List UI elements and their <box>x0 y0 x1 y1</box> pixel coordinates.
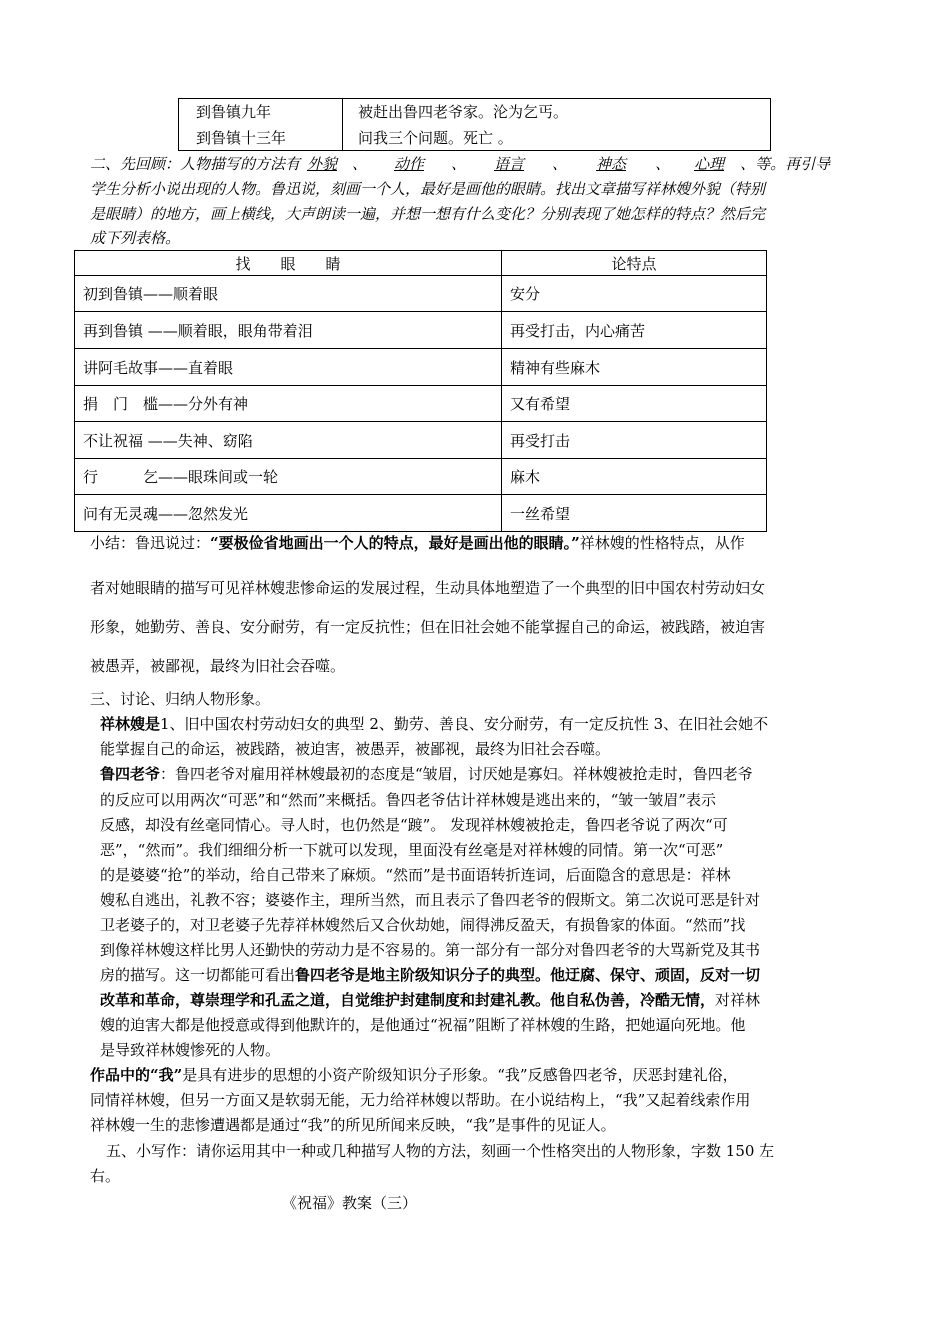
top-table <box>178 98 771 151</box>
table-header-row <box>75 251 767 276</box>
trait-cell: 又有希望 <box>502 386 767 422</box>
table-row <box>75 386 767 422</box>
table-row <box>179 125 771 151</box>
lu-line6: 嫂私自逃出，礼教不容；婆婆作主，理所当然，而且表示了鲁四老爷的假斯文。第二次说可恶是针对 <box>100 891 761 909</box>
section2-line4: 成下列表格。 <box>90 229 181 247</box>
summary-after-quote: 祥林嫂的性格特点，从作 <box>579 534 745 552</box>
separator: 、 <box>552 155 568 173</box>
lu-text: 对祥林 <box>715 991 761 1009</box>
section2-line1 <box>90 154 830 175</box>
table-row <box>75 312 767 349</box>
eye-cell: 不让祝福 ——失神、窈陷 <box>75 422 502 459</box>
table-row <box>75 276 767 312</box>
table-row <box>179 99 771 125</box>
period-cell: 到鲁镇九年 <box>179 99 343 125</box>
blank-4: 神态 <box>596 155 627 173</box>
table-row <box>75 422 767 459</box>
lu-line2: 的反应可以用两次“可恶”和“然而”来概括。鲁四老爷估计祥林嫂是逃出来的，“皱一皱眉”表示 <box>100 791 717 809</box>
lu-line1 <box>100 764 753 785</box>
blank-1: 外貌 <box>307 155 338 173</box>
xianglin-line1 <box>100 714 768 735</box>
me-line2: 同情祥林嫂，但另一方面又是软弱无能，无力给祥林嫂以帮助。在小说结构上，“我”又起着线索作用 <box>90 1091 751 1109</box>
blank-3: 语言 <box>494 155 525 173</box>
eye-cell: 初到鲁镇——顺着眼 <box>75 276 502 312</box>
eye-cell: 讲阿毛故事——直着眼 <box>75 349 502 386</box>
lu-line9 <box>100 965 760 986</box>
lu-bold-2: 改革和革命，尊崇理学和孔孟之道，自觉维护封建制度和封建礼教。他自私伪善，冷酷无情， <box>100 991 716 1009</box>
lu-line5: 的是婆婆“抢”的举动，给自己带来了麻烦。“然而”是书面语转折连词，后面隐含的意思是：祥林 <box>100 866 731 884</box>
trait-cell: 再受打击 <box>502 422 767 459</box>
separator: 、 <box>655 155 671 173</box>
summary-line3: 形象，她勤劳、善良、安分耐劳，有一定反抗性；但在旧社会她不能掌握自己的命运，被践踏，被迫害 <box>90 618 766 636</box>
lesson-plan-title: 《祝福》教案（三） <box>282 1194 418 1212</box>
xianglin-label: 祥林嫂是 <box>100 715 161 733</box>
summary-quote: “要极俭省地画出一个人的特点，最好是画出他的眼睛。” <box>210 534 580 552</box>
section2-line3: 是眼睛）的地方，画上横线，大声朗读一遍，并想一想有什么变化？分别表现了她怎样的特点？然后完 <box>90 205 766 223</box>
lu-line3: 反感，却没有丝毫同情心。寻人时，也仍然是“踱”。 发现祥林嫂被抢走，鲁四老爷说了两次“可 <box>100 816 728 834</box>
section2-line2: 学生分析小说出现的人物。鲁迅说，刻画一个人，最好是画他的眼睛。找出文章描写祥林嫂外貌（特别 <box>90 180 766 198</box>
table-row <box>75 459 767 495</box>
lu-line8: 到像祥林嫂这样比男人还勤快的劳动力是不容易的。第一部分有一部分对鲁四老爷的大骂新党及其书 <box>100 941 761 959</box>
section2-after-blanks: 、等。再引导 <box>740 155 831 173</box>
xianglin-text: 1、旧中国农村劳动妇女的典型 2、勤劳、善良、安分耐劳，有一定反抗性 3、在旧社会她不 <box>160 715 769 733</box>
eye-cell: 行 乞——眼珠间或一轮 <box>75 459 502 495</box>
me-text: 是具有进步的思想的小资产阶级知识分子形象。“我”反感鲁四老爷，厌恶封建礼俗， <box>182 1066 738 1084</box>
trait-cell: 再受打击，内心痛苦 <box>502 312 767 349</box>
event-cell: 问我三个问题。死亡 。 <box>343 125 771 151</box>
summary-line2: 者对她眼睛的描写可见祥林嫂悲惨命运的发展过程，生动具体地塑造了一个典型的旧中国农村劳动妇女 <box>90 579 766 597</box>
header-eye: 找 眼 睛 <box>75 251 502 276</box>
period-cell: 到鲁镇十三年 <box>179 125 343 151</box>
separator: 、 <box>352 155 368 173</box>
blank-2: 动作 <box>394 155 425 173</box>
lu-line4: 恶”，“然而”。我们细细分析一下就可以发现，里面没有丝毫是对祥林嫂的同情。第一次“可恶” <box>100 841 724 859</box>
trait-cell: 一丝希望 <box>502 495 767 532</box>
separator: 、 <box>451 155 467 173</box>
lu-line11: 嫂的迫害大都是他授意或得到他默许的，是他通过“祝福”阻断了祥林嫂的生路，把她逼向死地。他 <box>100 1016 746 1034</box>
section2-prefix: 二、先回顾：人物描写的方法有 <box>90 155 301 173</box>
lu-bold-1: 鲁四老爷是地主阶级知识分子的典型。他迂腐、保守、顽固，反对一切 <box>295 966 761 984</box>
event-cell: 被赶出鲁四老爷家。沦为乞丐。 <box>343 99 771 125</box>
lu-text: 房的描写。这一切都能可看出 <box>100 966 296 984</box>
section5-line1: 五、小写作：请你运用其中一种或几种描写人物的方法，刻画一个性格突出的人物形象，字数 150 左 <box>106 1142 775 1160</box>
eye-cell: 问有无灵魂——忽然发光 <box>75 495 502 532</box>
eye-table <box>74 250 767 532</box>
blank-5: 心理 <box>694 155 725 173</box>
trait-cell: 安分 <box>502 276 767 312</box>
lu-line12: 是导致祥林嫂惨死的人物。 <box>100 1041 281 1059</box>
lu-label: 鲁四老爷 <box>100 765 161 783</box>
summary-line4: 被愚弄，被鄙视，最终为旧社会吞噬。 <box>90 657 346 675</box>
lu-line10 <box>100 990 760 1011</box>
lu-line7: 卫老婆子的，对卫老婆子先荐祥林嫂然后又合伙劫她，闹得沸反盈天，有损鲁家的体面。“然而”找 <box>100 916 746 934</box>
section3-heading: 三、讨论、归纳人物形象。 <box>90 690 271 708</box>
summary-lead: 小结：鲁迅说过： <box>90 534 211 552</box>
eye-cell: 捐 门 槛——分外有神 <box>75 386 502 422</box>
trait-cell: 精神有些麻木 <box>502 349 767 386</box>
table-row <box>75 495 767 532</box>
xianglin-line2: 能掌握自己的命运，被践踏，被迫害，被愚弄，被鄙视，最终为旧社会吞噬。 <box>100 740 611 758</box>
table-row <box>75 349 767 386</box>
me-line1 <box>90 1065 738 1086</box>
me-label: 作品中的“我” <box>90 1066 183 1084</box>
section5-line2: 右。 <box>90 1167 121 1185</box>
lu-text: ：鲁四老爷对雇用祥林嫂最初的态度是“皱眉，讨厌她是寡妇。祥林嫂被抢走时，鲁四老爷 <box>160 765 753 783</box>
header-trait: 论特点 <box>502 251 767 276</box>
summary-line1 <box>90 533 745 554</box>
me-line3: 祥林嫂一生的悲惨遭遇都是通过“我”的所见所闻来反映，“我”是事件的见证人。 <box>90 1116 616 1134</box>
trait-cell: 麻木 <box>502 459 767 495</box>
eye-cell: 再到鲁镇 ——顺着眼，眼角带着泪 <box>75 312 502 349</box>
